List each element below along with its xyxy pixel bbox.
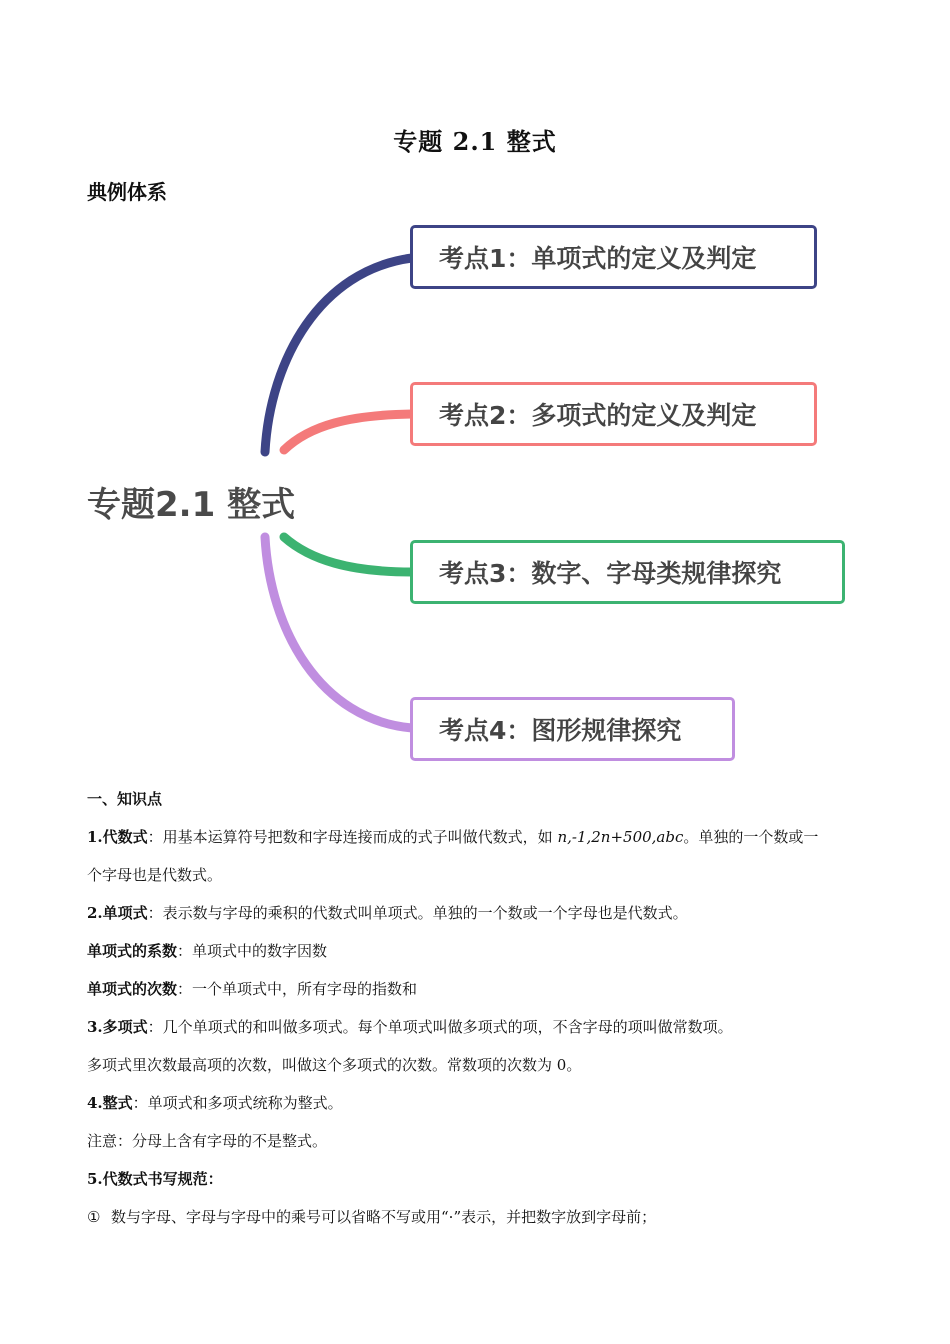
mind-map-node-4: 考点4：图形规律探究	[410, 697, 735, 761]
paragraph-polynomial-degree: 多项式里次数最高项的次数，叫做这个多项式的次数。常数项的次数为 0。	[87, 1056, 582, 1074]
section-heading: 典例体系	[87, 180, 167, 204]
paragraph-integral-expression: 4.整式：单项式和多项式统称为整式。	[87, 1094, 343, 1112]
paragraph-monomial: 2.单项式：表示数与字母的乘积的代数式叫单项式。单独的一个数或一个字母也是代数式。	[87, 904, 688, 922]
knowledge-heading: 一、知识点	[87, 790, 163, 808]
paragraph-writing-rules: 5.代数式书写规范：	[87, 1170, 223, 1188]
connector-2	[284, 414, 412, 450]
mind-map-node-3: 考点3：数字、字母类规律探究	[410, 540, 845, 604]
mind-map-node-1: 考点1：单项式的定义及判定	[410, 225, 817, 289]
paragraph-monomial-degree: 单项式的次数：一个单项式中，所有字母的指数和	[87, 980, 418, 998]
paragraph-polynomial: 3.多项式：几个单项式的和叫做多项式。每个单项式叫做多项式的项，不含字母的项叫做常数项。	[87, 1018, 733, 1036]
mind-map-node-2: 考点2：多项式的定义及判定	[410, 382, 817, 446]
page-title: 专题 2.1 整式	[393, 127, 557, 156]
mind-map-center: 专题2.1 整式	[87, 485, 296, 525]
paragraph-rule-1: ① 数与字母、字母与字母中的乘号可以省略不写或用“·”表示，并把数字放到字母前；	[87, 1208, 657, 1226]
knowledge-points	[87, 780, 877, 1236]
paragraph-algebraic-expression: 1.代数式：用基本运算符号把数和字母连接而成的式子叫做代数式，如 n,-1,2n+500,abc。单独的一个数或一	[87, 828, 819, 846]
connector-3	[284, 537, 412, 572]
paragraph-monomial-coefficient: 单项式的系数：单项式中的数字因数	[87, 942, 328, 960]
mind-map	[0, 210, 950, 780]
paragraph-note: 注意：分母上含有字母的不是整式。	[87, 1132, 328, 1150]
paragraph-algebraic-expression-cont: 个字母也是代数式。	[87, 866, 223, 884]
